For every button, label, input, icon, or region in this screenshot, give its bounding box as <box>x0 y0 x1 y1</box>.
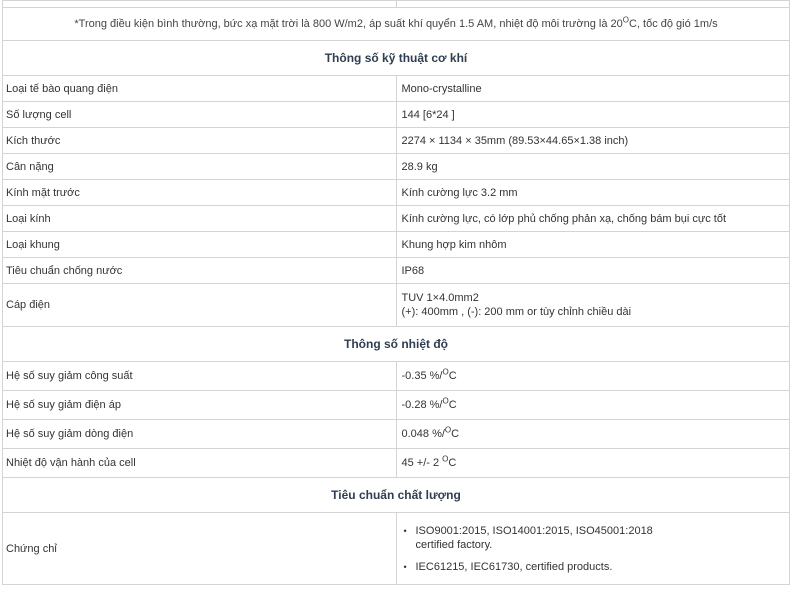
table-row <box>3 449 790 478</box>
row-value: Khung hợp kim nhôm <box>396 232 790 258</box>
table-row <box>3 76 790 102</box>
table-row <box>3 180 790 206</box>
mechanical-section-header <box>3 41 790 76</box>
table-row <box>3 128 790 154</box>
cable-length-line: (+): 400mm , (-): 200 mm or tùy chỉnh chiều dài <box>401 306 632 318</box>
table-row <box>3 206 790 232</box>
row-label: Số lượng cell <box>3 102 397 128</box>
section-title-quality: Tiêu chuẩn chất lượng <box>3 478 790 513</box>
row-label: Loại tế bào quang điện <box>3 76 397 102</box>
row-label: Nhiệt độ vận hành của cell <box>3 449 397 478</box>
list-item: • ISO9001:2015, ISO14001:2015, ISO45001:2018 certified factory. <box>416 524 786 552</box>
row-label: Loại khung <box>3 232 397 258</box>
section-title-thermal: Thông số nhiệt độ <box>3 327 790 362</box>
row-label: Loại kính <box>3 206 397 232</box>
table-row <box>3 102 790 128</box>
row-label: Cân nặng <box>3 154 397 180</box>
top-row-fragment <box>3 1 790 8</box>
certificate-list <box>402 524 786 574</box>
conditions-note-row <box>3 8 790 41</box>
cable-spec-line: TUV 1×4.0mm2 <box>401 292 479 304</box>
table-row <box>3 420 790 449</box>
row-label: Hệ số suy giảm dòng điện <box>3 420 397 449</box>
quality-section-header <box>3 478 790 513</box>
row-value: Kính cường lực, có lớp phủ chống phản xạ, chống bám bụi cực tốt <box>396 206 790 232</box>
conditions-note: *Trong điều kiện bình thường, bức xạ mặt trời là 800 W/m2, áp suất khí quyển 1.5 AM, nhiệt độ môi trường là $20^OC$, tốc độ gió 1m/s <box>3 8 790 41</box>
row-label: Chứng chỉ <box>3 513 397 585</box>
row-value: Mono-crystalline <box>396 76 790 102</box>
row-label: Tiêu chuẩn chống nước <box>3 258 397 284</box>
table-row-certificates <box>3 513 790 585</box>
table-row-cable <box>3 284 790 327</box>
certificate-list-cell <box>396 513 790 585</box>
top-cell-left <box>3 1 397 8</box>
thermal-section-header <box>3 327 790 362</box>
row-label: Kính mặt trước <box>3 180 397 206</box>
row-label: Hệ số suy giảm công suất <box>3 362 397 391</box>
row-value: Kính cường lực 3.2 mm <box>396 180 790 206</box>
list-item: • IEC61215, IEC61730, certified products. <box>416 560 786 574</box>
row-value-cable <box>396 284 790 327</box>
table-row <box>3 391 790 420</box>
row-value: 45 +/- 2 $^O$C <box>396 449 790 478</box>
row-value: 0.048 %/$^O$C <box>396 420 790 449</box>
table-row <box>3 232 790 258</box>
row-label: Hệ số suy giảm điện áp <box>3 391 397 420</box>
table-row <box>3 154 790 180</box>
row-value: -0.35 %/$^O$C <box>396 362 790 391</box>
row-value: IP68 <box>396 258 790 284</box>
section-title-mechanical: Thông số kỹ thuật cơ khí <box>3 41 790 76</box>
row-label: Cáp điện <box>3 284 397 327</box>
row-label: Kích thước <box>3 128 397 154</box>
row-value: 28.9 kg <box>396 154 790 180</box>
row-value: -0.28 %/$^O$C <box>396 391 790 420</box>
row-value: 2274 × 1134 × 35mm (89.53×44.65×1.38 inch) <box>396 128 790 154</box>
top-cell-right <box>396 1 790 8</box>
table-row <box>3 258 790 284</box>
spec-table <box>2 0 790 585</box>
row-value: 144 [6*24 ] <box>396 102 790 128</box>
table-row <box>3 362 790 391</box>
